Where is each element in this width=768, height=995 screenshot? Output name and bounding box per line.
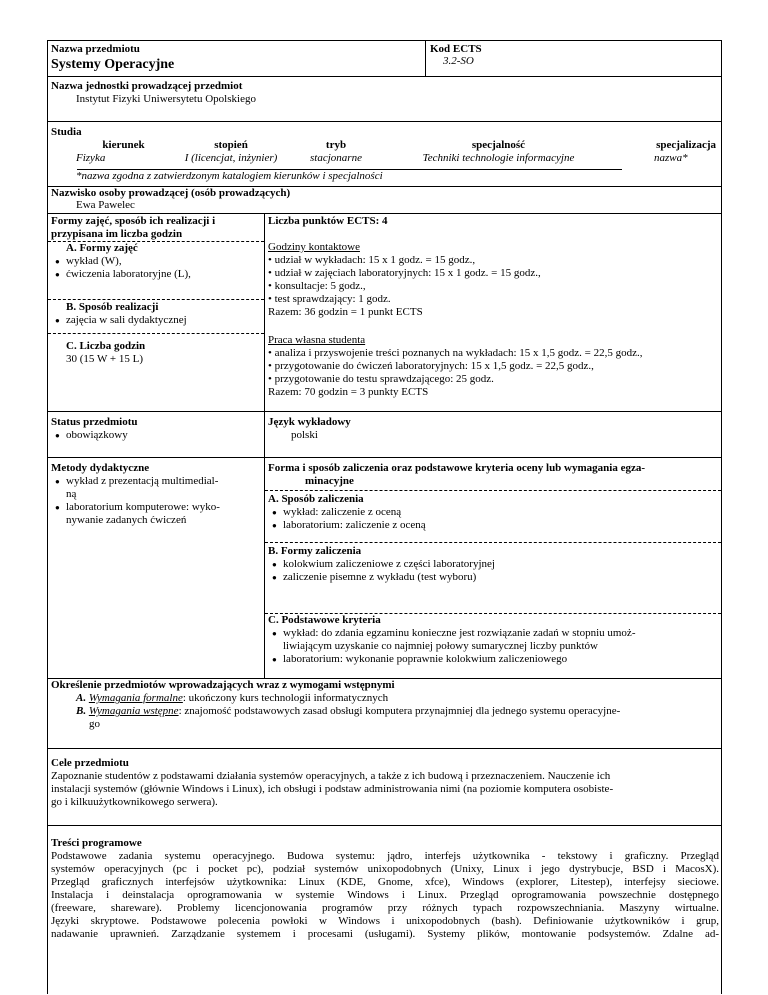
lecturer-value: Ewa Pawelec <box>76 199 135 211</box>
header-stopien: stopień <box>214 139 248 151</box>
header-tryb: tryb <box>325 139 347 151</box>
assessment-item: ● kolokwium zaliczeniowe z części laboratoryjnej <box>268 558 718 571</box>
assessment-item: ● laboratorium: wykonanie poprawnie kolokwium zaliczeniowego <box>268 653 718 666</box>
ects-contact <box>268 241 718 319</box>
forms-label: Formy zajęć, sposób ich realizacji i przypisana im liczba godzin <box>51 215 216 240</box>
language-label: Język wykładowy <box>268 416 351 428</box>
ects-code: 3.2-SO <box>443 55 474 67</box>
content-label: Treści programowe <box>51 837 142 849</box>
status-label: Status przedmiotu <box>51 416 138 428</box>
value-specjalizacja: nazwa* <box>654 152 688 164</box>
assessment-b-list <box>268 558 718 584</box>
assessment-b-title: B. Formy zaliczenia <box>268 545 362 557</box>
assessment-item: ● wykład: do zdania egzaminu konieczne jest rozwiązanie zadań w stopniu umoż- liwiającym uzyskanie co najmniej połowy sumarycznej liczby punktów <box>268 627 718 653</box>
self-item: • analiza i przyswojenie treści poznanych na wykładach: 15 x 1,5 godz. = 22,5 godz., <box>268 347 643 359</box>
methods-assessment-row <box>48 458 721 679</box>
studies-row <box>48 122 721 187</box>
methods-label: Metody dydaktyczne <box>51 462 150 474</box>
assessment-item: ● zaliczenie pisemne z wykładu (test wyboru) <box>268 571 718 584</box>
value-stopien: I (licencjat, inżynier) <box>184 152 278 164</box>
assessment-a-title: A. Sposób zaliczenia <box>268 493 364 505</box>
header-kierunek: kierunek <box>102 139 145 151</box>
ects-title: Liczba punktów ECTS: 4 <box>268 215 388 227</box>
goals-label: Cele przedmiotu <box>51 757 129 769</box>
assessment-item: ● laboratorium: zaliczenie z oceną <box>268 519 718 532</box>
content-row <box>48 826 721 995</box>
header-specjalizacja: specjalizacja <box>656 139 716 151</box>
self-item: • przygotowanie do testu sprawdzającego: 25 godz. <box>268 373 494 385</box>
unit-row <box>48 77 721 122</box>
assessment-a-list <box>268 506 718 532</box>
lecturer-row <box>48 187 721 214</box>
self-item: • przygotowanie do ćwiczeń laboratoryjnych: 15 x 1,5 godz. = 22,5 godz., <box>268 360 594 372</box>
forms-ects-row <box>48 214 721 412</box>
prereq-a: A. Wymagania formalne: ukończony kurs technologii informatycznych <box>76 692 389 704</box>
value-tryb: stacjonarne <box>310 152 362 164</box>
form-item: ● ćwiczenia laboratoryjne (L), <box>51 268 263 281</box>
studies-label: Studia <box>51 126 82 138</box>
value-kierunek: Fizyka <box>76 152 106 164</box>
language-value: polski <box>291 429 318 441</box>
contact-item: • udział w zajęciach laboratoryjnych: 15 x 1 godz. = 15 godz., <box>268 267 541 279</box>
contact-title: Godziny kontaktowe <box>268 241 360 253</box>
forms-c-title: C. Liczba godzin <box>66 340 146 352</box>
self-total: Razem: 70 godzin = 3 punkty ECTS <box>268 386 429 398</box>
ects-self <box>268 334 718 399</box>
unit-label: Nazwa jednostki prowadzącej przedmiot <box>51 80 243 92</box>
methods-list <box>51 475 261 527</box>
forms-a-title: A. Formy zajęć <box>66 242 138 254</box>
form-item: ● wykład (W), <box>51 255 263 268</box>
studies-table <box>76 139 718 165</box>
assessment-title: Forma i sposób zaliczenia oraz podstawowe kryteria oceny lub wymagania egza- minacyjne <box>268 462 646 487</box>
assessment-c-title: C. Podstawowe kryteria <box>268 614 381 626</box>
method-item: ● wykład z prezentacją multimedial- ną <box>51 475 261 501</box>
contact-item: • test sprawdzający: 1 godz. <box>268 293 391 305</box>
method-item: ● laboratorium komputerowe: wyko- nywanie zadanych ćwiczeń <box>51 501 261 527</box>
self-title: Praca własna studenta <box>268 334 366 346</box>
ects-code-label: Kod ECTS <box>430 43 482 55</box>
subject-label: Nazwa przedmiotu <box>51 43 140 55</box>
contact-item: • udział w wykładach: 15 x 1 godz. = 15 godz., <box>268 254 476 266</box>
subject-name: Systemy Operacyjne <box>51 57 175 72</box>
unit-value: Instytut Fizyki Uniwersytetu Opolskiego <box>76 93 256 105</box>
form-item: ● zajęcia w sali dydaktycznej <box>51 314 263 327</box>
contact-total: Razem: 36 godzin = 1 punkt ECTS <box>268 306 423 318</box>
status-item: ● obowiązkowy <box>51 429 261 442</box>
prereq-b: B. Wymagania wstępne: znajomość podstawowych zasad obsługi komputera przynajmniej dla jednego systemu operacyjne- go <box>76 705 621 730</box>
subject-row <box>48 41 721 77</box>
header-specjalnosc: specjalność <box>471 139 526 151</box>
status-list <box>51 429 261 442</box>
goals-row <box>48 749 721 826</box>
studies-note: *nazwa zgodna z zatwierdzonym katalogiem kierunków i specjalności <box>76 170 383 182</box>
assessment-c-list <box>268 627 718 666</box>
forms-a-list <box>51 255 263 281</box>
value-specjalnosc: Techniki technologie informacyjne <box>422 152 575 164</box>
prereq-label: Określenie przedmiotów wprowadzających wraz z wymogami wstępnymi <box>51 679 395 691</box>
lecturer-label: Nazwisko osoby prowadzącej (osób prowadzących) <box>51 187 291 199</box>
goals-text: Zapoznanie studentów z podstawami działania systemów operacyjnych, a także z ich budową i przeznaczeniem. Nauczenie ich instalacji systemów (głównie Windows i Linux), ich obsługi i podstaw administrowania nimi (na poziomie komputera osobiste- go i kilkuużytkownikowego serwera). <box>51 770 614 808</box>
forms-b-title: B. Sposób realizacji <box>66 301 159 313</box>
forms-b-list <box>51 314 263 327</box>
assessment-item: ● wykład: zaliczenie z oceną <box>268 506 718 519</box>
status-language-row <box>48 412 721 458</box>
contact-item: • konsultacje: 5 godz., <box>268 280 366 292</box>
content-text: Podstawowe zadania systemu operacyjnego. Budowa systemu: jądro, interfejs użytkownika - tekstowy i graficzny. Przegląd systemów operacyjnych (pc i pocket pc), podział systemów unixopodobnych (Unixy, Linux i jego dystrybucje, BSD i MacosX). Przegląd graficznych interfejsów użytkownika: Linux (KDE, Gnome, xfce), Windows (explorer, Litestep), interfejsy sieciowe. Instalacja i deinstalacja oprogramowania w systemie Windows i Linux. Przegląd oprogramowania powszechnie dostępnego (freeware, shareware). Problemy licencjonowania programów przy różnych typach rozpowszechniania. Maszyny wirtualne. Języki skryptowe. Podstawowe polecenia powłoki w Windows i unixopodobnych (bash). Definiowanie użytkowników i grup, nadawanie uprawnień. Zarządzanie systemem i procesami (usługami). Systemy plików, montowanie podsystemów. Zdalne ad- <box>51 850 719 940</box>
course-syllabus <box>47 40 722 994</box>
forms-c-value: 30 (15 W + 15 L) <box>66 353 143 365</box>
prereq-row <box>48 679 721 749</box>
